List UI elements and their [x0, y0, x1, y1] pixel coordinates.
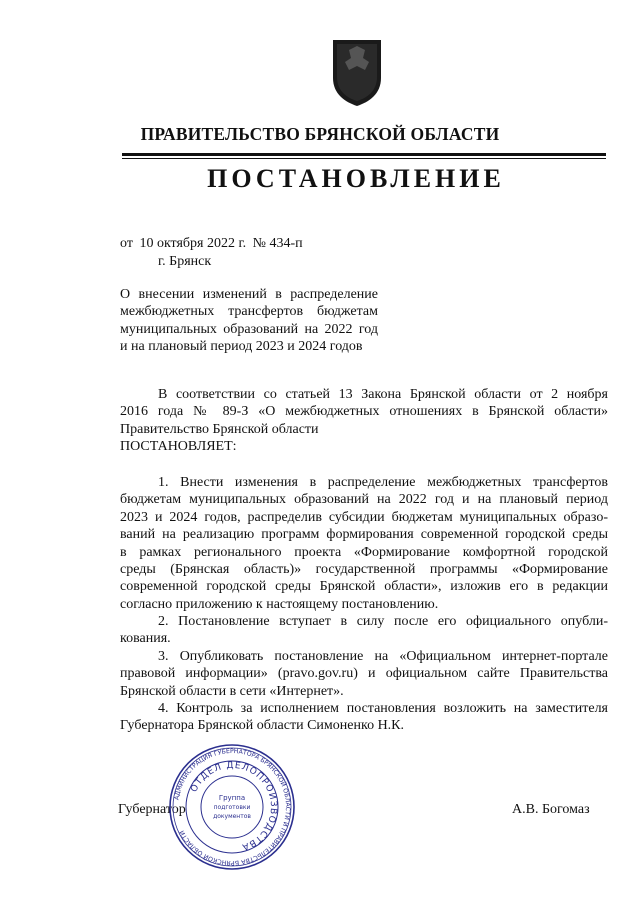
item-line: 4. Контроль за исполнением постановления возложить на заместителя: [158, 701, 608, 716]
document-type: ПОСТАНОВЛЕНИЕ: [207, 164, 505, 193]
preamble-line: 2016 года № 89-З «О межбюджетных отношениях в Брянской области»: [120, 404, 608, 420]
doc-date: 10 октября 2022 г.: [139, 236, 247, 251]
item-1: [120, 474, 608, 613]
item-line: бюджетам муниципальных образований на 2022 год и на плановый период: [120, 492, 608, 508]
item-line: 2. Постановление вступает в силу после его официального опубли-: [158, 614, 608, 629]
header-rule-thin: [122, 158, 606, 159]
stamp-center-line: Группа: [218, 794, 246, 802]
subject-line: межбюджетных трансфертов бюджетам: [120, 304, 378, 320]
item-line: Губернатора Брянской области Симоненко Н.К.: [120, 718, 405, 734]
item-line: согласно приложению к настоящему постановлению.: [120, 596, 439, 612]
date-line: [120, 235, 303, 252]
item-line: Брянской области в сети «Интернет».: [120, 683, 344, 699]
item-line: в рамках регионального проекта «Формирование комфортной городской: [120, 544, 608, 560]
item-line: 3. Опубликовать постановление на «Официальном интернет-портале: [158, 649, 608, 664]
item-line: кования.: [120, 631, 171, 647]
coat-of-arms-icon: [329, 36, 385, 108]
preamble-line: В соответствии со статьей 13 Закона Брянской области от 2 ноября: [158, 387, 608, 402]
item-line: ваний на реализацию программ формирования современной городской среды: [120, 527, 608, 543]
preamble: [120, 386, 608, 456]
item-line: 2023 и 2024 годов, распределив субсидии бюджетам муниципальных образо-: [120, 509, 608, 525]
header-rule-thick: [122, 153, 606, 156]
subject-line: и на плановый период 2023 и 2024 годов: [120, 339, 363, 355]
decree-word: ПОСТАНОВЛЯЕТ:: [120, 439, 237, 455]
signer-name: А.В. Богомаз: [512, 802, 590, 817]
government-title: ПРАВИТЕЛЬСТВО БРЯНСКОЙ ОБЛАСТИ: [140, 124, 500, 144]
doc-number: № 434-п: [252, 236, 303, 251]
preamble-line: Правительство Брянской области: [120, 421, 319, 437]
subject-line: муниципальных образований на 2022 год: [120, 321, 378, 337]
stamp-outer-text: АДМИНИСТРАЦИЯ ГУБЕРНАТОРА БРЯНСКОЙ ОБЛАСТИ И ПРАВИТЕЛЬСТВА БРЯНСКОЙ ОБЛАСТИ: [173, 747, 292, 867]
item-line: современной городской среды Брянской области», изложив его в редакции: [120, 579, 608, 595]
from-prefix: от: [120, 236, 133, 251]
item-2: [120, 613, 608, 648]
stamp-dept-text: ОТДЕЛ ДЕЛОПРОИЗВОДСТВА: [189, 760, 279, 852]
signer-position: Губернатор: [118, 802, 186, 817]
subject-block: [120, 286, 378, 356]
subject-line: О внесении изменений в распределение: [120, 287, 378, 302]
office-stamp: [168, 743, 296, 871]
item-4: [120, 700, 608, 735]
city: г. Брянск: [158, 254, 212, 269]
stamp-center-line: документов: [213, 813, 251, 820]
item-line: 1. Внести изменения в распределение межбюджетных трансфертов: [158, 475, 608, 490]
stamp-center-line: подготовки: [213, 804, 251, 811]
item-line: среды (Брянская область)» государственной программы «Формирование: [120, 562, 608, 578]
item-line: правовой информации» (pravo.gov.ru) и официальном сайте Правительства: [120, 666, 608, 682]
item-3: [120, 648, 608, 700]
